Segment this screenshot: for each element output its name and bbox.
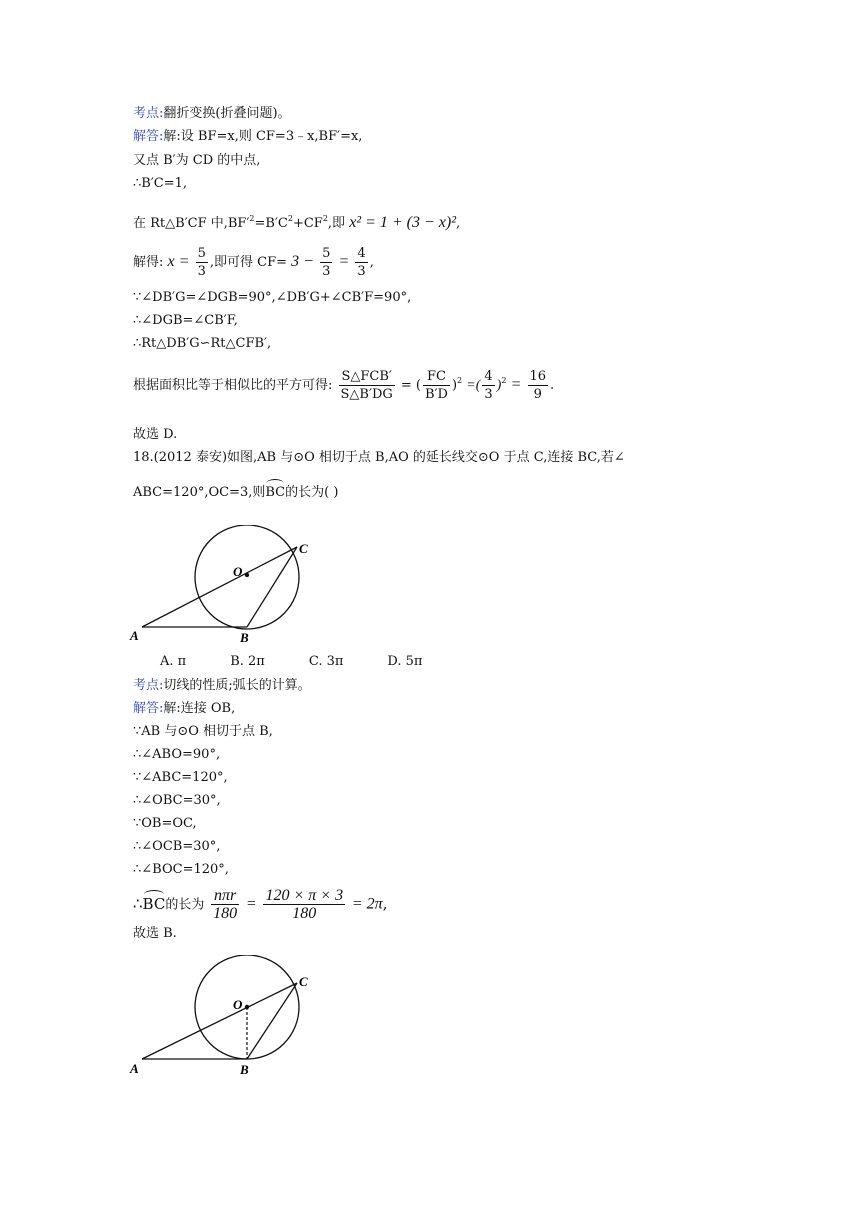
arc-length-line: ∴BC的长为 $\frac{\text{nπr}}{180}$ = $\frac{120 \times \pi \times 3}{180}$ = 2π,: [133, 887, 388, 922]
fraction: $\frac{4}{3}$: [484, 369, 493, 402]
label-o: O: [233, 997, 243, 1012]
label-o: O: [233, 564, 243, 579]
kaodian-text: 翻折变换(折叠问题)。: [163, 106, 291, 121]
figure-solution: [125, 955, 325, 1085]
side-ratio-fraction: $\frac{FC}{B'D}$: [425, 369, 448, 402]
solution-line: 解:设 BF=x,则 CF=3﹣x,BF′=x,: [163, 129, 363, 144]
line-bc: [247, 983, 297, 1059]
area-ratio-line: 根据面积比等于相似比的平方可得: $\frac{\text{S△FCB′}}{S\triangle B'DG}$ = ( $\frac{FC}{B'D}$ )$^2$ =( $\frac{4}{3}$ )$^2$ = $\frac{16}{9}$ .: [133, 369, 555, 402]
solution-line: ∴∠OCB=30°,: [133, 839, 221, 854]
option-a[interactable]: A. π: [160, 654, 187, 669]
label-a: A: [130, 1061, 139, 1076]
center-point: [245, 1005, 249, 1009]
fraction: $\frac{5}{3}$: [197, 246, 206, 279]
pythagoras-line: 在 Rt△B′CF 中$,BF'^2=B'C^2+CF^2$,即 x² = 1 + (3 − x)²,: [133, 214, 461, 231]
kaodian-line-17: [133, 105, 291, 123]
solve-line: 解得: x = $\frac{5}{3}$ ,即可得 CF= 3 − $\frac{5}{3}$ = $\frac{4}{3}$ ,: [133, 246, 374, 279]
solution-line: ∴∠ABO=90°,: [133, 747, 221, 762]
options: [160, 653, 466, 671]
solution-line: ∴∠OBC=30°,: [133, 793, 221, 808]
center-point: [245, 573, 249, 577]
answer-line: 故选 D.: [133, 427, 178, 442]
label-c: C: [299, 541, 308, 556]
solution-line: 又点 B′为 CD 的中点,: [133, 153, 261, 168]
fraction: $\frac{4}{3}$: [357, 246, 366, 279]
solution-line: ∵AB 与⊙O 相切于点 B,: [133, 724, 273, 739]
label-c: C: [299, 974, 308, 989]
kaodian-label: 考点:: [133, 106, 164, 121]
formula-fraction: $\frac{120 \times \pi \times 3}{180}$: [265, 887, 344, 922]
jieda-line-18: 解答:解:连接 OB,: [133, 701, 236, 716]
line-ac: [142, 547, 297, 627]
area-ratio-fraction: $\frac{\text{S△FCB′}}{S\triangle B'DG}$: [340, 369, 393, 402]
fraction: $\frac{5}{3}$: [322, 246, 331, 279]
solution-line: ∴∠DGB=∠CB′F,: [133, 313, 238, 328]
arc-bc: BC: [142, 894, 166, 913]
solution-line: ∴B′C=1,: [133, 176, 188, 191]
jieda-label: 解答:: [133, 129, 164, 144]
label-b: B: [240, 1062, 249, 1077]
formula-fraction: $\frac{\text{nπr}}{180}$: [213, 887, 238, 922]
option-c[interactable]: C. 3π: [308, 654, 344, 669]
option-b[interactable]: B. 2π: [230, 654, 265, 669]
kaodian-line-18: 考点:切线的性质;弧长的计算。: [133, 678, 311, 693]
fraction: $\frac{16}{9}$: [529, 369, 547, 402]
arc-bc: BC: [265, 485, 286, 500]
line-ac: [142, 983, 297, 1059]
solution-line: ∴Rt△DB′G∽Rt△CFB′,: [133, 336, 272, 351]
solution-line: ∴∠BOC=120°,: [133, 862, 229, 877]
label-a: A: [130, 628, 139, 643]
option-d[interactable]: D. 5π: [387, 654, 423, 669]
figure-question: [125, 525, 325, 655]
jieda-line-17: [133, 128, 362, 146]
answer-line: 故选 B.: [133, 926, 177, 941]
question-18-line2: ABC=120°,OC=3,则BC的长为( ): [133, 485, 339, 500]
label-b: B: [240, 630, 249, 645]
equation: x² = 1 + (3 − x)²: [349, 214, 457, 231]
question-18-line1: 18.(2012 泰安)如图,AB 与⊙O 相切于点 B,AO 的延长线交⊙O 于点 C,连接 BC,若∠: [133, 450, 625, 465]
line-bc: [247, 547, 297, 627]
solution-line: ∵OB=OC,: [133, 816, 197, 831]
solution-line: ∵∠ABC=120°,: [133, 770, 228, 785]
solution-line: ∵∠DB′G=∠DGB=90°,∠DB′G+∠CB′F=90°,: [133, 290, 412, 305]
